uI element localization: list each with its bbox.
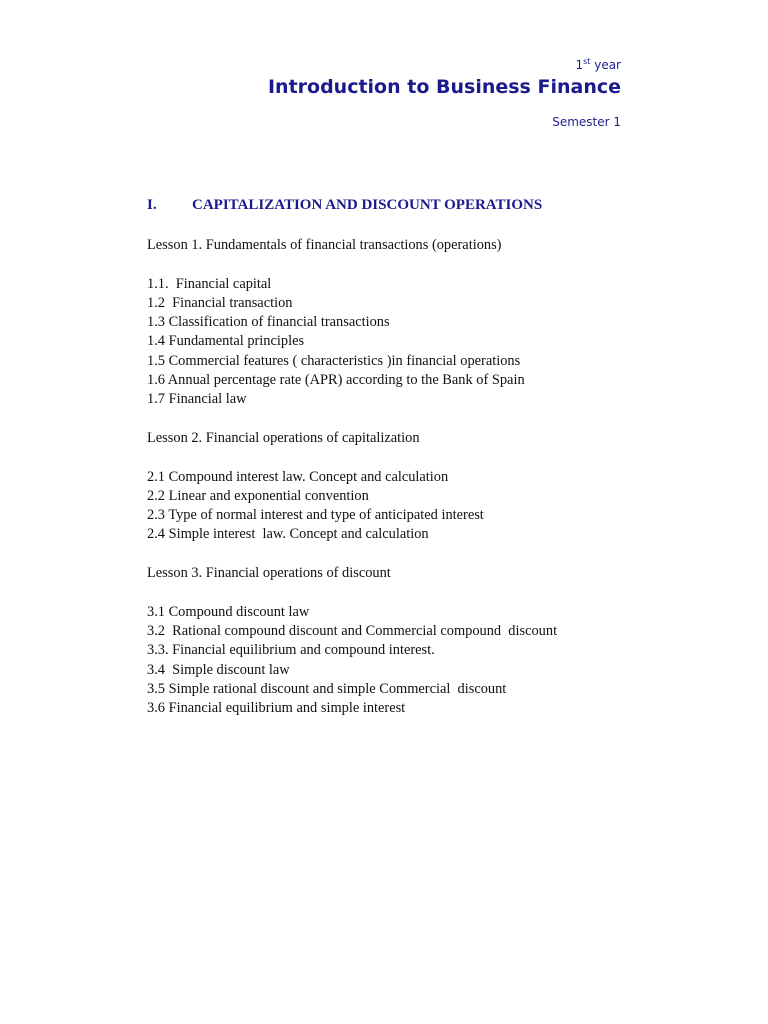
lesson-item: 1.1. Financial capital <box>147 275 272 292</box>
lesson-item: 2.1 Compound interest law. Concept and calculation <box>147 468 449 485</box>
syllabus-content <box>147 236 707 738</box>
lesson-item: 1.5 Commercial features ( characteristics )in financial operations <box>147 352 521 369</box>
lesson-item: 1.7 Financial law <box>147 391 247 408</box>
lesson-item: 3.4 Simple discount law <box>147 661 290 678</box>
lesson-item: 3.1 Compound discount law <box>147 603 310 620</box>
lesson-item: 2.4 Simple interest law. Concept and calculation <box>147 526 429 543</box>
section-title: CAPITALIZATION AND DISCOUNT OPERATIONS <box>192 197 543 213</box>
lesson-item-list <box>147 275 707 410</box>
lesson-item-list <box>147 603 707 719</box>
lesson-item: 3.3. Financial equilibrium and compound interest. <box>147 642 435 659</box>
lesson-item: 3.6 Financial equilibrium and simple interest <box>147 700 406 717</box>
lesson-item: 1.2 Financial transaction <box>147 294 293 311</box>
lesson-title: Lesson 2. Financial operations of capitalization <box>147 429 420 446</box>
year-label <box>575 58 621 72</box>
semester-label: Semester 1 <box>552 115 621 129</box>
lesson-title: Lesson 1. Fundamentals of financial transactions (operations) <box>147 237 502 253</box>
section-heading <box>147 197 542 214</box>
year-number: 1 <box>575 58 584 72</box>
year-suffix: st <box>583 57 591 66</box>
lesson-item: 1.4 Fundamental principles <box>147 333 305 350</box>
lesson-item: 1.3 Classification of financial transactions <box>147 314 390 331</box>
lesson-title: Lesson 3. Financial operations of discount <box>147 565 391 582</box>
lesson-item-list <box>147 468 707 545</box>
section-number: I. <box>147 197 157 213</box>
lesson-item: 2.2 Linear and exponential convention <box>147 487 369 504</box>
document-title: Introduction to Business Finance <box>267 76 621 98</box>
lesson-item: 2.3 Type of normal interest and type of anticipated interest <box>147 507 484 524</box>
lesson-item: 3.2 Rational compound discount and Commercial compound discount <box>147 622 558 639</box>
lesson-item: 1.6 Annual percentage rate (APR) according to the Bank of Spain <box>147 372 525 389</box>
lesson-item: 3.5 Simple rational discount and simple Commercial discount <box>147 680 507 697</box>
year-text: year <box>590 58 621 72</box>
